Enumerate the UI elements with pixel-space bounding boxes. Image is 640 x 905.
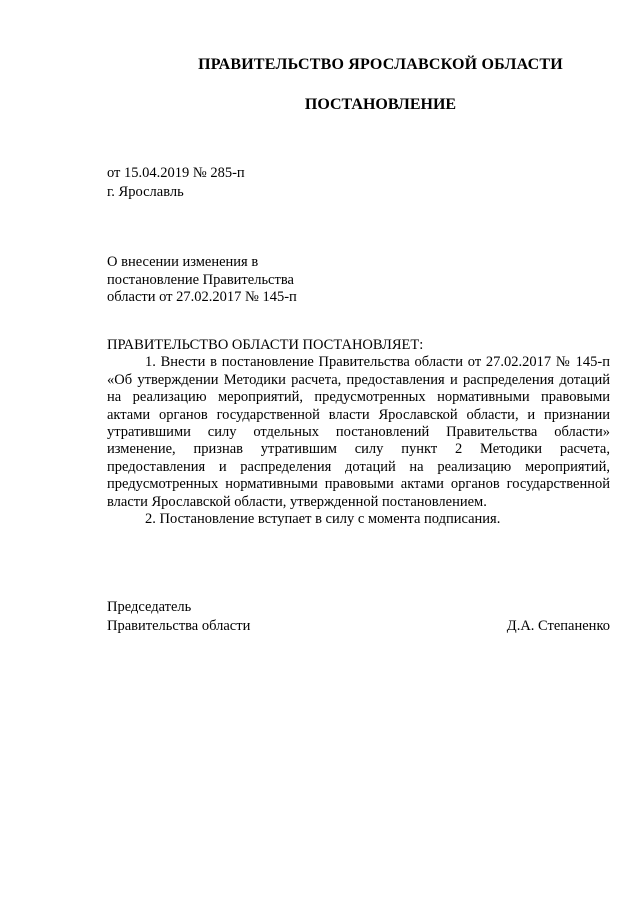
signature-row <box>107 617 610 636</box>
subject-line: области от 27.02.2017 № 145-п <box>107 289 297 305</box>
subject-line: постановление Правительства <box>107 271 294 288</box>
paragraph-2: 2. Постановление вступает в силу с момента подписания. <box>145 511 501 528</box>
document-type: ПОСТАНОВЛЕНИЕ <box>304 96 457 113</box>
decree-statement: ПРАВИТЕЛЬСТВО ОБЛАСТИ ПОСТАНОВЛЯЕТ: <box>107 337 424 353</box>
document-body <box>107 337 610 528</box>
signatory-name: Д.А. Степаненко <box>506 618 610 634</box>
subject-line: О внесении изменения в <box>107 254 259 270</box>
authority-title: ПРАВИТЕЛЬСТВО ЯРОСЛАВСКОЙ ОБЛАСТИ <box>198 56 563 73</box>
signatory-position-line1: Председатель <box>107 599 192 615</box>
paragraph-1: 1. Внести в постановление Правительства области от 27.02.2017 № 145-п «Об утверждении Методики расчета, предоставления и распределения дотаций на реализацию мероприятий, предусмотренных нормативными правовыми актами органов государственной власти Ярославской области, и признании утратившими силу отдельных постановлений Правительства области» изменение, признав утратившим силу пункт 2 Методики расчета, предоставления и распределения дотаций на реализацию мероприятий, предусмотренных нормативными правовыми актами органов государственной власти Ярославской области, утвержденной постановлением. <box>107 354 610 510</box>
document-subject <box>107 254 297 307</box>
city: г. Ярославль <box>107 184 184 200</box>
signatory-position-line2: Правительства области <box>107 618 251 634</box>
document-meta <box>107 164 245 202</box>
signature-block <box>107 598 610 636</box>
date-number: от 15.04.2019 № 285-п <box>107 165 245 181</box>
